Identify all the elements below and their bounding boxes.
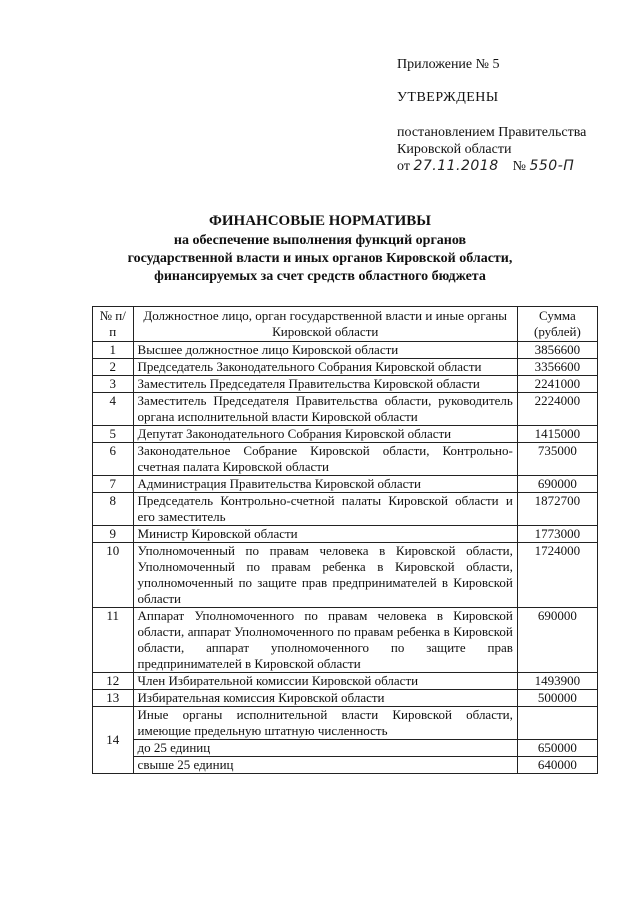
row-desc: Иные органы исполнительной власти Кировской области, имеющие предельную штатную численность (133, 707, 517, 740)
row-num: 3 (93, 376, 134, 393)
row-num: 12 (93, 673, 134, 690)
table-row (93, 342, 598, 359)
number-handwritten: 550-П (529, 158, 575, 174)
subtitle-line-2: государственной власти и иных органов Кировской области, (127, 251, 513, 266)
row-sum: 1493900 (517, 673, 597, 690)
row-desc: Председатель Контрольно-счетной палаты Кировской области и его заместитель (133, 493, 517, 526)
decree-date-line (397, 158, 586, 175)
row-num: 5 (93, 426, 134, 443)
decree-block (397, 124, 586, 175)
subrow-sum: 650000 (517, 740, 597, 757)
row-desc: Аппарат Уполномоченного по правам человека в Кировской области, аппарат Уполномоченного по правам ребенка в Кировской области, аппарат уполномоченного по защите прав предпринимателей в Кировской области (133, 608, 517, 673)
row-desc: Законодательное Собрание Кировской области, Контрольно-счетная палата Кировской области (133, 443, 517, 476)
table-row (93, 476, 598, 493)
row-sum: 1773000 (517, 526, 597, 543)
table-row (93, 426, 598, 443)
date-handwritten: 27.11.2018 (413, 158, 499, 174)
norms-table (92, 306, 598, 774)
row-num: 9 (93, 526, 134, 543)
table-row (93, 493, 598, 526)
subrow-desc: свыше 25 единиц (133, 757, 517, 774)
table-row (93, 673, 598, 690)
row-num: 4 (93, 393, 134, 426)
row-num: 10 (93, 543, 134, 608)
row-sum: 690000 (517, 476, 597, 493)
row-sum: 1415000 (517, 426, 597, 443)
row-sum: 3856600 (517, 342, 597, 359)
table-subrow (93, 757, 598, 774)
header-sum: Сумма (рублей) (517, 307, 597, 342)
header-num: № п/п (93, 307, 134, 342)
row-num: 2 (93, 359, 134, 376)
approved-label: УТВЕРЖДЕНЫ (397, 90, 499, 105)
row-num: 14 (93, 707, 134, 774)
row-num: 1 (93, 342, 134, 359)
subrow-desc: до 25 единиц (133, 740, 517, 757)
number-prefix: № (512, 159, 526, 174)
row-num: 8 (93, 493, 134, 526)
appendix-label: Приложение № 5 (397, 57, 500, 72)
row-desc: Министр Кировской области (133, 526, 517, 543)
row-sum: 2241000 (517, 376, 597, 393)
table-subrow (93, 740, 598, 757)
row-desc: Заместитель Председателя Правительства области, руководитель органа исполнительной власти Кировской области (133, 393, 517, 426)
subrow-sum: 640000 (517, 757, 597, 774)
row-desc: Уполномоченный по правам человека в Кировской области, Уполномоченный по правам ребенка в Кировской области, уполномоченный по защите прав предпринимателей в Кировской области (133, 543, 517, 608)
header-desc: Должностное лицо, орган государственной власти и иные органы Кировской области (133, 307, 517, 342)
row-sum: 690000 (517, 608, 597, 673)
subtitle-line-3: финансируемых за счет средств областного бюджета (154, 269, 486, 284)
row-num: 7 (93, 476, 134, 493)
row-sum: 2224000 (517, 393, 597, 426)
table-header-row (93, 307, 598, 342)
table-row (93, 393, 598, 426)
decree-line-2: Кировской области (397, 142, 512, 157)
row-sum: 1872700 (517, 493, 597, 526)
row-sum: 3356600 (517, 359, 597, 376)
row-sum: 735000 (517, 443, 597, 476)
document-title: ФИНАНСОВЫЕ НОРМАТИВЫ (209, 213, 431, 229)
table-row-14 (93, 707, 598, 740)
table-row (93, 376, 598, 393)
table-row (93, 543, 598, 608)
row-num: 6 (93, 443, 134, 476)
table-row (93, 526, 598, 543)
row-desc: Администрация Правительства Кировской области (133, 476, 517, 493)
row-sum-empty (517, 707, 597, 740)
table-row (93, 359, 598, 376)
table-row (93, 443, 598, 476)
row-desc: Депутат Законодательного Собрания Кировской области (133, 426, 517, 443)
row-num: 13 (93, 690, 134, 707)
row-desc: Член Избирательной комиссии Кировской области (133, 673, 517, 690)
subtitle-line-1: на обеспечение выполнения функций органов (173, 233, 467, 248)
row-desc: Председатель Законодательного Собрания Кировской области (133, 359, 517, 376)
document-subtitle (100, 232, 540, 286)
row-sum: 1724000 (517, 543, 597, 608)
date-prefix: от (397, 159, 410, 174)
table-row (93, 690, 598, 707)
row-desc: Заместитель Председателя Правительства Кировской области (133, 376, 517, 393)
row-num: 11 (93, 608, 134, 673)
row-desc: Избирательная комиссия Кировской области (133, 690, 517, 707)
row-desc: Высшее должностное лицо Кировской области (133, 342, 517, 359)
decree-line-1: постановлением Правительства (397, 125, 587, 140)
table-row (93, 608, 598, 673)
row-sum: 500000 (517, 690, 597, 707)
